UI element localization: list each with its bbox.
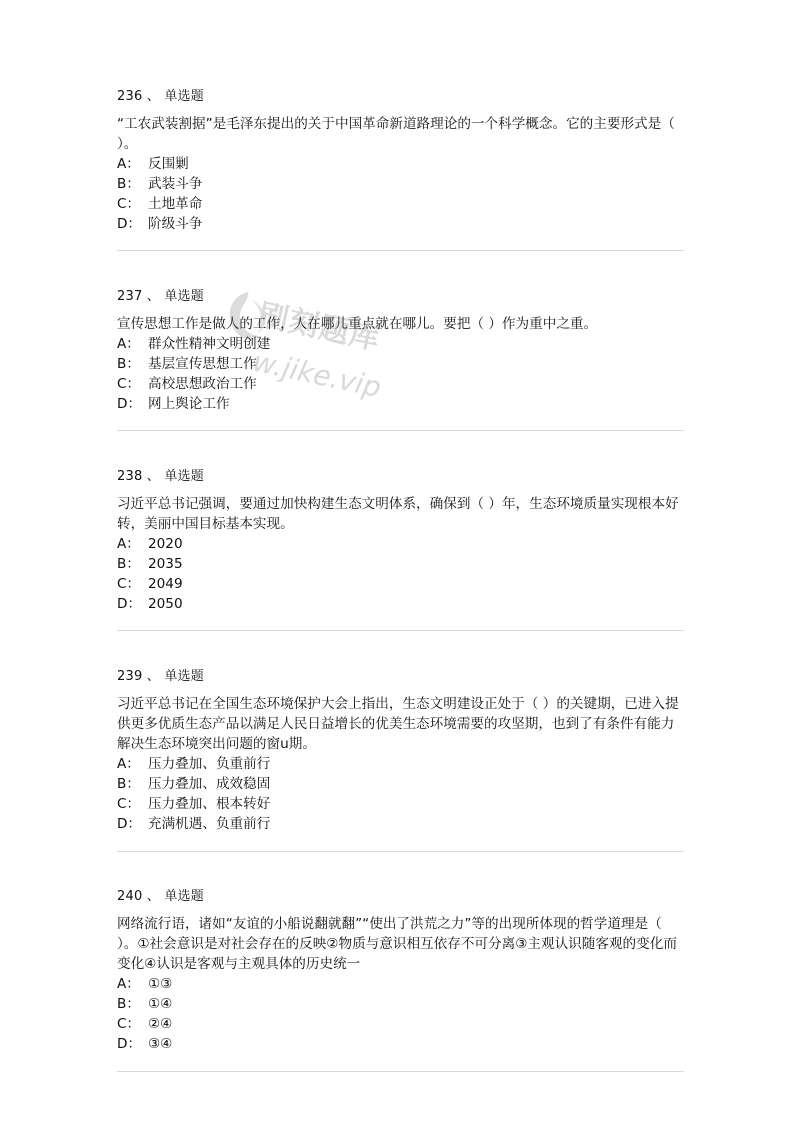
question-separator: 、	[146, 89, 160, 104]
option-text: 基层宣传思想工作	[148, 356, 257, 372]
option-d	[117, 394, 684, 414]
option-letter: A：	[117, 336, 140, 352]
question-type: 单选题	[164, 669, 204, 684]
question-number: 239	[117, 669, 143, 684]
question-separator: 、	[146, 469, 160, 484]
option-letter: A：	[117, 156, 140, 172]
option-d	[117, 214, 684, 234]
question-stem: 习近平总书记在全国生态环境保护大会上指出，生态文明建设正处于（ ）的关键期，已进入提供更多优质生态产品以满足人民日益增长的优美生态环境需要的攻坚期，也到了有条件有能力解决生态环境突出问题的窗u期。	[117, 696, 679, 752]
question-divider	[117, 430, 684, 431]
question-240	[117, 887, 684, 1054]
option-text: 2020	[148, 536, 183, 552]
option-letter: D：	[117, 596, 142, 612]
option-text: 2035	[148, 556, 183, 572]
question-number: 238	[117, 469, 143, 484]
question-type: 单选题	[164, 469, 204, 484]
question-number: 240	[117, 889, 143, 904]
option-text: ③④	[148, 1036, 173, 1052]
option-letter: C：	[117, 196, 141, 212]
option-letter: D：	[117, 816, 142, 832]
question-separator: 、	[146, 669, 160, 684]
option-text: 压力叠加、根本转好	[148, 796, 271, 812]
option-letter: A：	[117, 756, 140, 772]
option-text: 2050	[148, 596, 183, 612]
question-header	[117, 87, 684, 107]
option-text: 武装斗争	[148, 176, 203, 192]
option-letter: B：	[117, 176, 140, 192]
option-text: 网上舆论工作	[148, 396, 230, 412]
option-text: 反围剿	[148, 156, 189, 172]
option-a	[117, 334, 684, 354]
option-b	[117, 994, 684, 1014]
option-letter: B：	[117, 356, 140, 372]
option-letter: D：	[117, 396, 142, 412]
question-stem: “工农武装割据”是毛泽东提出的关于中国革命新道路理论的一个科学概念。它的主要形式是（ ）。	[117, 116, 675, 152]
option-letter: B：	[117, 556, 140, 572]
question-header	[117, 287, 684, 307]
question-type: 单选题	[164, 89, 204, 104]
question-number: 237	[117, 289, 143, 304]
option-c	[117, 794, 684, 814]
option-text: 压力叠加、负重前行	[148, 756, 271, 772]
watermark-text-en: w.jike.vip	[249, 344, 385, 405]
option-text: 阶级斗争	[148, 216, 203, 232]
option-c	[117, 1014, 684, 1034]
question-239	[117, 667, 684, 834]
question-237	[117, 287, 684, 414]
question-238	[117, 467, 684, 614]
option-d	[117, 814, 684, 834]
option-letter: B：	[117, 996, 140, 1012]
question-stem: 宣传思想工作是做人的工作，人在哪儿重点就在哪儿。要把（ ）作为重中之重。	[117, 316, 598, 332]
option-text: ①④	[148, 996, 173, 1012]
question-stem: 网络流行语，诸如“友谊的小船说翻就翻”“使出了洪荒之力”等的出现所体现的哲学道理是（ ）。①社会意识是对社会存在的反映②物质与意识相互依存不可分离③主观认识随客观的变化而变化④认识是客观与主观具体的历史统一	[117, 916, 677, 972]
option-b	[117, 554, 684, 574]
question-type: 单选题	[164, 889, 204, 904]
option-letter: A：	[117, 976, 140, 992]
watermark-text-cn: 刷刻题库	[254, 297, 384, 358]
question-type: 单选题	[164, 289, 204, 304]
question-divider	[117, 630, 684, 631]
option-a	[117, 534, 684, 554]
option-c	[117, 574, 684, 594]
question-separator: 、	[146, 889, 160, 904]
question-divider	[117, 1071, 684, 1072]
option-letter: B：	[117, 776, 140, 792]
question-number: 236	[117, 89, 143, 104]
option-b	[117, 354, 684, 374]
option-text: 群众性精神文明创建	[148, 336, 271, 352]
option-text: 压力叠加、成效稳固	[148, 776, 271, 792]
option-c	[117, 374, 684, 394]
option-text: ②④	[148, 1016, 173, 1032]
option-letter: C：	[117, 1016, 141, 1032]
question-stem: 习近平总书记强调，要通过加快构建生态文明体系，确保到（ ）年，生态环境质量实现根本好转，美丽中国目标基本实现。	[117, 496, 679, 532]
option-d	[117, 594, 684, 614]
option-a	[117, 974, 684, 994]
option-text: 2049	[148, 576, 183, 592]
option-letter: C：	[117, 796, 141, 812]
option-letter: A：	[117, 536, 140, 552]
option-a	[117, 754, 684, 774]
option-text: 充满机遇、负重前行	[148, 816, 271, 832]
option-a	[117, 154, 684, 174]
option-letter: C：	[117, 576, 141, 592]
option-d	[117, 1034, 684, 1054]
option-text: 高校思想政治工作	[148, 376, 257, 392]
question-header	[117, 887, 684, 907]
option-letter: D：	[117, 216, 142, 232]
option-b	[117, 774, 684, 794]
question-236	[117, 87, 684, 234]
question-separator: 、	[146, 289, 160, 304]
option-letter: D：	[117, 1036, 142, 1052]
option-text: 土地革命	[148, 196, 203, 212]
question-header	[117, 667, 684, 687]
option-b	[117, 174, 684, 194]
question-divider	[117, 250, 684, 251]
option-c	[117, 194, 684, 214]
option-letter: C：	[117, 376, 141, 392]
question-divider	[117, 851, 684, 852]
option-text: ①③	[148, 976, 173, 992]
question-header	[117, 467, 684, 487]
